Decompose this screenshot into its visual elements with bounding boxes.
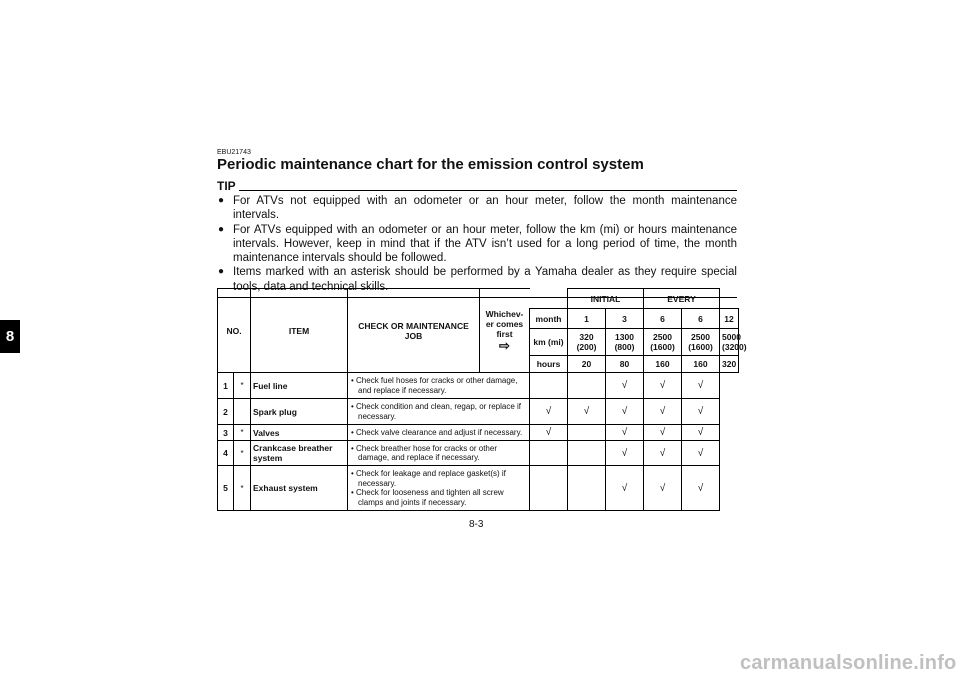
page-title: Periodic maintenance chart for the emission control system [217, 156, 644, 173]
asterisk-mark: * [234, 373, 251, 399]
check-cell [568, 441, 606, 466]
interval-value: 3 [606, 309, 644, 329]
interval-label: km (mi) [530, 329, 568, 356]
check-cell: √ [644, 399, 682, 425]
job-line: • Check breather hose for cracks or other damage, and replace if necessary. [351, 443, 497, 462]
check-cell [568, 466, 606, 511]
asterisk-mark: * [234, 441, 251, 466]
check-cell: √ [644, 373, 682, 399]
check-cell [530, 373, 568, 399]
check-cell [530, 441, 568, 466]
maintenance-chart-table [217, 288, 747, 511]
row-number: 3 [218, 425, 234, 441]
check-cell [568, 373, 606, 399]
watermark: carmanualsonline.info [740, 652, 957, 674]
check-cell: √ [568, 399, 606, 425]
row-job [348, 373, 530, 399]
tip-header [217, 180, 737, 193]
row-number: 1 [218, 373, 234, 399]
job-line: • Check for leakage and replace gasket(s) if necessary. [351, 469, 506, 488]
check-cell: √ [644, 441, 682, 466]
interval-value: 6 [682, 309, 720, 329]
check-cell: √ [682, 399, 720, 425]
bullet-icon: ● [218, 266, 225, 278]
check-cell: √ [530, 425, 568, 441]
interval-value: 12 [720, 309, 739, 329]
job-line: • Check condition and clean, regap, or replace if necessary. [351, 402, 522, 421]
check-cell: √ [606, 466, 644, 511]
interval-label: hours [530, 356, 568, 373]
check-cell [568, 425, 606, 441]
row-job [348, 425, 530, 441]
row-job [348, 441, 530, 466]
check-cell: √ [530, 399, 568, 425]
header-whichever: Whichev-er comes first ⇨ [480, 289, 530, 373]
tip-box [217, 180, 737, 298]
row-job [348, 466, 530, 511]
right-arrow-icon: ⇨ [499, 337, 510, 353]
check-cell: √ [644, 466, 682, 511]
table-row [218, 466, 739, 511]
interval-label: month [530, 309, 568, 329]
row-number: 5 [218, 466, 234, 511]
row-item: Valves [251, 425, 348, 441]
interval-value: 160 [682, 356, 720, 373]
check-cell [530, 466, 568, 511]
header-every: EVERY [644, 289, 720, 309]
check-cell: √ [606, 399, 644, 425]
interval-value: 320 [720, 356, 739, 373]
tip-label: TIP [217, 179, 236, 193]
interval-value: 20 [568, 356, 606, 373]
interval-value: 80 [606, 356, 644, 373]
job-line: • Check for looseness and tighten all screw clamps and joints if necessary. [351, 488, 504, 507]
check-cell: √ [682, 441, 720, 466]
bullet-icon: ● [218, 223, 225, 235]
asterisk-mark [234, 399, 251, 425]
header-blank [530, 289, 568, 309]
check-cell: √ [606, 373, 644, 399]
interval-value: 5000 (3200) [720, 329, 739, 356]
check-cell: √ [682, 425, 720, 441]
job-line: • Check fuel hoses for cracks or other damage, and replace if necessary. [351, 376, 518, 395]
interval-value: 160 [644, 356, 682, 373]
row-job [348, 399, 530, 425]
table-row [218, 441, 739, 466]
asterisk-mark: * [234, 425, 251, 441]
row-item: Spark plug [251, 399, 348, 425]
interval-value: 2500 (1600) [682, 329, 720, 356]
tip-item: ● For ATVs not equipped with an odometer or an hour meter, follow the month maintenance intervals. [218, 195, 737, 222]
row-number: 2 [218, 399, 234, 425]
bullet-icon: ● [218, 195, 225, 206]
check-cell: √ [606, 441, 644, 466]
check-cell: √ [682, 373, 720, 399]
check-cell: √ [644, 425, 682, 441]
header-no: NO. [218, 289, 251, 373]
interval-value: 2500 (1600) [644, 329, 682, 356]
table-row [218, 399, 739, 425]
table-row [218, 373, 739, 399]
tip-list [217, 194, 737, 294]
check-cell: √ [606, 425, 644, 441]
asterisk-mark: * [234, 466, 251, 511]
interval-value: 6 [644, 309, 682, 329]
interval-value: 320 (200) [568, 329, 606, 356]
row-item: Crankcase breather system [251, 441, 348, 466]
row-item: Fuel line [251, 373, 348, 399]
tip-item: ● For ATVs equipped with an odometer or an hour meter, follow the km (mi) or hours maintenance intervals. However, keep in mind that if the ATV isn’t used for a long period of time, the month maintenance intervals should be followed. [218, 223, 737, 265]
tip-top-rule [239, 190, 737, 191]
table-row [218, 425, 739, 441]
row-item: Exhaust system [251, 466, 348, 511]
job-line: • Check valve clearance and adjust if necessary. [351, 427, 523, 437]
document-code: EBU21743 [217, 149, 251, 156]
header-job: CHECK OR MAINTENANCE JOB [348, 289, 480, 373]
header-initial: INITIAL [568, 289, 644, 309]
interval-value: 1 [568, 309, 606, 329]
page-number: 8-3 [469, 519, 484, 530]
header-item: ITEM [251, 289, 348, 373]
row-number: 4 [218, 441, 234, 466]
check-cell: √ [682, 466, 720, 511]
tip-item: ● Items marked with an asterisk should be performed by a Yamaha dealer as they require special tools, data and technical skills. [218, 266, 737, 293]
section-tab: 8 [0, 320, 20, 353]
interval-value: 1300 (800) [606, 329, 644, 356]
